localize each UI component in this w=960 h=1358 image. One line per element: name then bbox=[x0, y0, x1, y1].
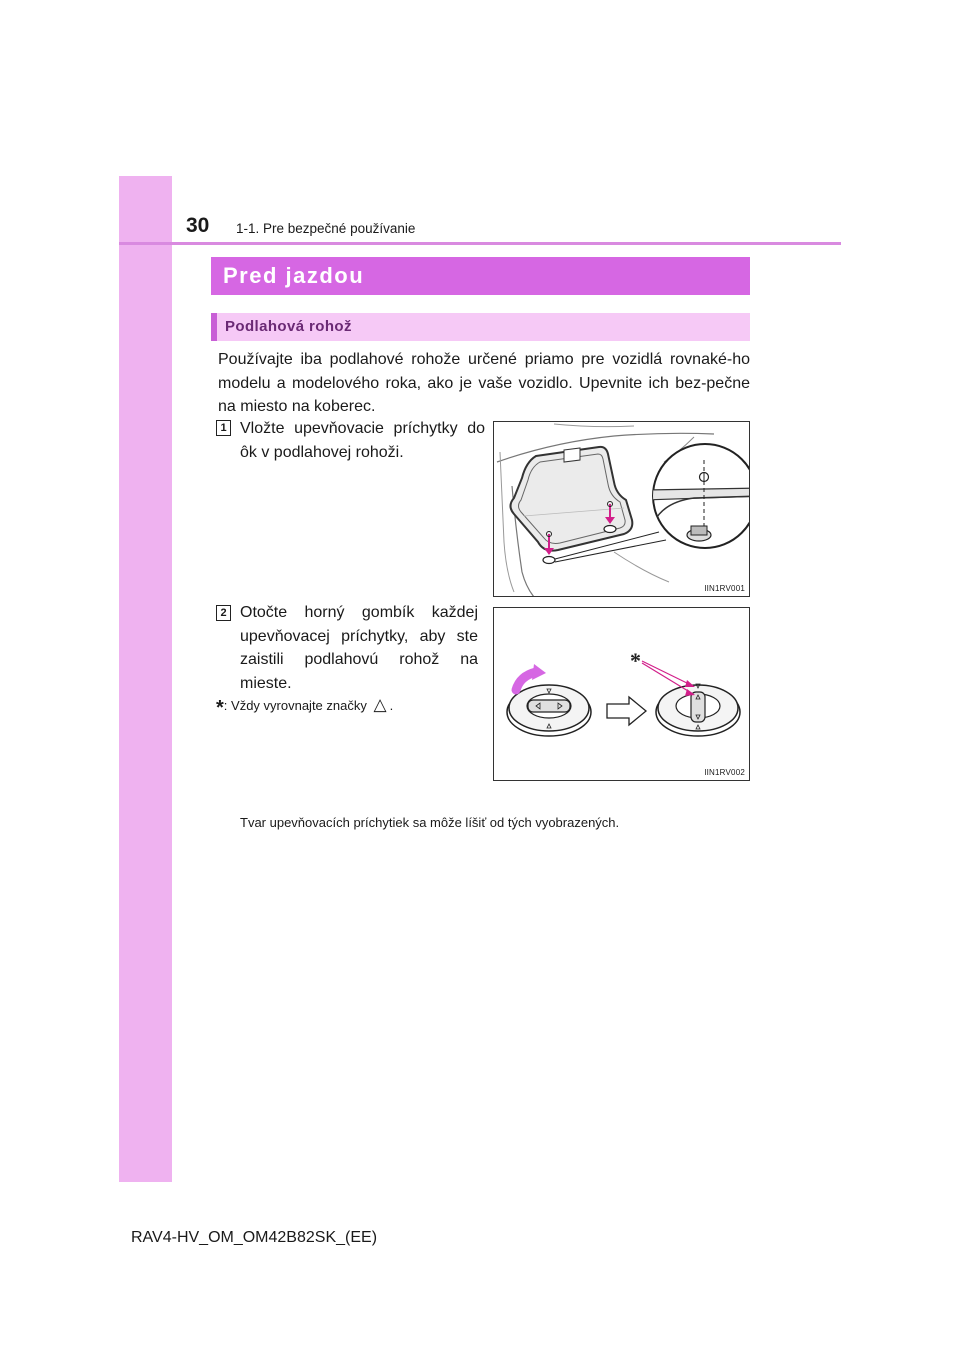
figure-caption: Tvar upevňovacích príchytiek sa môže líšiť od tých vyobrazených. bbox=[240, 815, 620, 830]
figure-1-clips-insertion bbox=[493, 421, 750, 597]
figure-2-turning-knob bbox=[493, 607, 750, 781]
footer-document-code: RAV4-HV_OM_OM42B82SK_(EE) bbox=[131, 1229, 378, 1246]
floor-mat-shape bbox=[511, 447, 633, 551]
header-divider bbox=[119, 242, 841, 245]
clip-knob-illustration bbox=[494, 608, 750, 781]
note-end: . bbox=[389, 698, 394, 713]
clip-after bbox=[656, 684, 740, 736]
figure-asterisk: * bbox=[630, 648, 641, 673]
clip-before bbox=[507, 664, 591, 736]
triangle-mark-icon: △ bbox=[373, 695, 387, 714]
main-title-banner: Pred jazdou bbox=[211, 257, 750, 295]
page-number: 30 bbox=[186, 214, 210, 237]
figure-1-code: IIN1RV001 bbox=[704, 584, 745, 593]
note bbox=[216, 695, 393, 720]
step-2-text: Otočte horný gombík každej upevňovacej príchytky, aby ste zaistili podlahovú rohož na mieste. bbox=[240, 604, 478, 692]
figure-2-code: IIN1RV002 bbox=[704, 768, 745, 777]
floor-mat-illustration bbox=[494, 422, 750, 597]
step-2-marker: 2 bbox=[216, 605, 231, 621]
step-1-text: Vložte upevňovacie príchytky do ôk v podlahovej rohoži. bbox=[240, 420, 485, 461]
side-tab bbox=[119, 176, 172, 1182]
subsection-banner: Podlahová rohož bbox=[211, 313, 750, 341]
section-title: 1-1. Pre bezpečné používanie bbox=[236, 221, 416, 236]
note-asterisk: * bbox=[216, 697, 224, 719]
step-1-marker: 1 bbox=[216, 420, 231, 436]
note-text: : Vždy vyrovnajte značky bbox=[223, 698, 367, 713]
intro-paragraph: Používajte iba podlahové rohože určené priamo pre vozidlá rovnaké-ho modelu a modelového roka, ako je vaše vozidlo. Upevnite ich bez-pečne na miesto na koberec. bbox=[218, 351, 750, 415]
